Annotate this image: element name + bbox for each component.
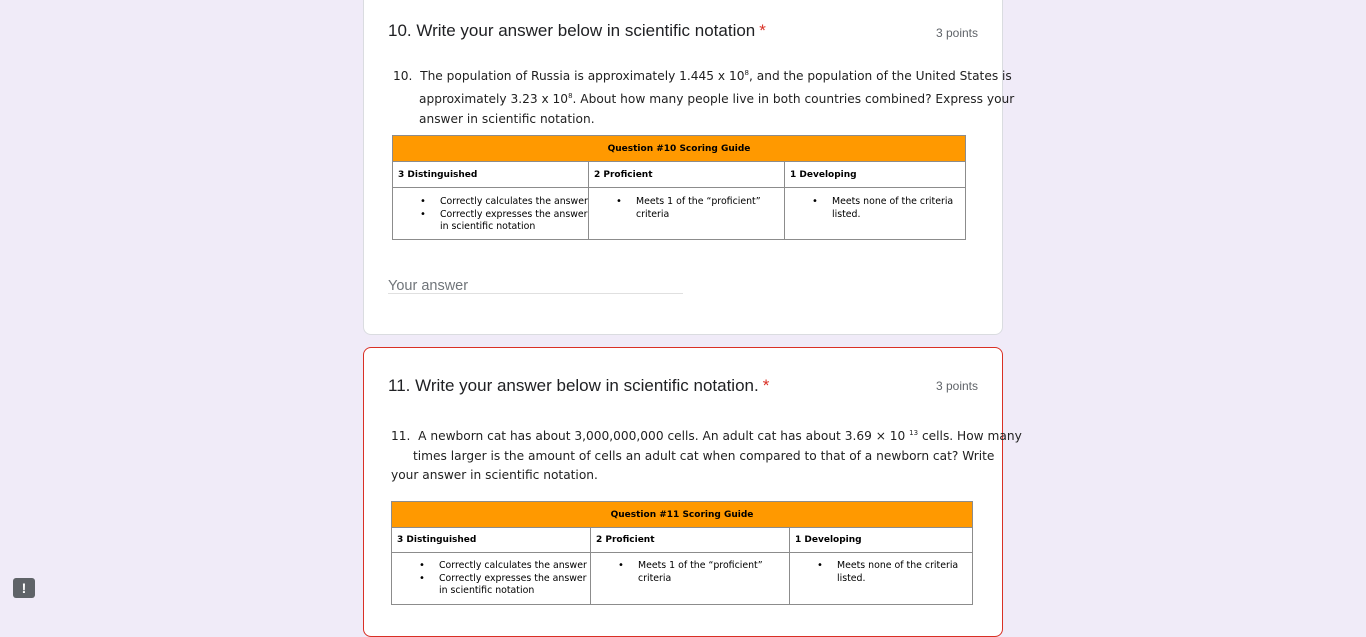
points-label: 3 points xyxy=(935,379,978,393)
scoring-guide-title: Question #10 Scoring Guide xyxy=(393,136,966,162)
criteria-cell: • Meets none of the criteria listed. xyxy=(785,188,966,240)
question-image xyxy=(392,61,1015,261)
criteria-cell: • Correctly calculates the answer • Correctly expresses the answer in scientific notation xyxy=(392,553,591,605)
scoring-guide-table xyxy=(392,135,966,240)
column-header-proficient: 2 Proficient xyxy=(589,162,785,188)
criteria-cell: • Meets 1 of the “proficient” criteria xyxy=(589,188,785,240)
question-text: 11. A newborn cat has about 3,000,000,000 cells. An adult cat has about 3.69 × 10 $^{13}$ cells. How many times larger is the amount of cells an adult cat when compared to that of a newborn cat? Write your answer in scientific notation. xyxy=(391,429,1022,483)
question-image xyxy=(391,424,1022,614)
question-title xyxy=(388,21,766,41)
points-label: 3 points xyxy=(935,26,978,40)
question-title-text: 11. Write your answer below in scientific notation. xyxy=(388,376,759,395)
question-card-11 xyxy=(363,347,1022,637)
question-card-10 xyxy=(363,0,1015,335)
criteria-cell: • Meets 1 of the “proficient” criteria xyxy=(591,553,790,605)
scoring-guide-title: Question #11 Scoring Guide xyxy=(392,502,973,528)
scoring-guide-table xyxy=(391,501,973,605)
required-asterisk: * xyxy=(762,376,770,395)
answer-input[interactable]: Your answer xyxy=(388,278,683,294)
required-asterisk: * xyxy=(759,21,766,40)
column-header-proficient: 2 Proficient xyxy=(591,528,790,553)
column-header-distinguished: 3 Distinguished xyxy=(393,162,589,188)
column-header-developing: 1 Developing xyxy=(790,528,973,553)
column-header-distinguished: 3 Distinguished xyxy=(392,528,591,553)
report-problem-icon[interactable]: ! xyxy=(13,578,35,598)
criteria-cell: • Meets none of the criteria listed. xyxy=(790,553,973,605)
column-header-developing: 1 Developing xyxy=(785,162,966,188)
question-text: 10. The population of Russia is approximately 1.445 x $10^8$, and the population of the United States is approximately 3.23 x $10^8$. About how many people live in both countries combined? Express your answer in scientific notation. xyxy=(393,69,1015,126)
question-title-text: 10. Write your answer below in scientific notation xyxy=(388,21,756,40)
criteria-cell: • Correctly calculates the answer • Correctly expresses the answer in scientific notation xyxy=(393,188,589,240)
question-title xyxy=(388,376,769,396)
